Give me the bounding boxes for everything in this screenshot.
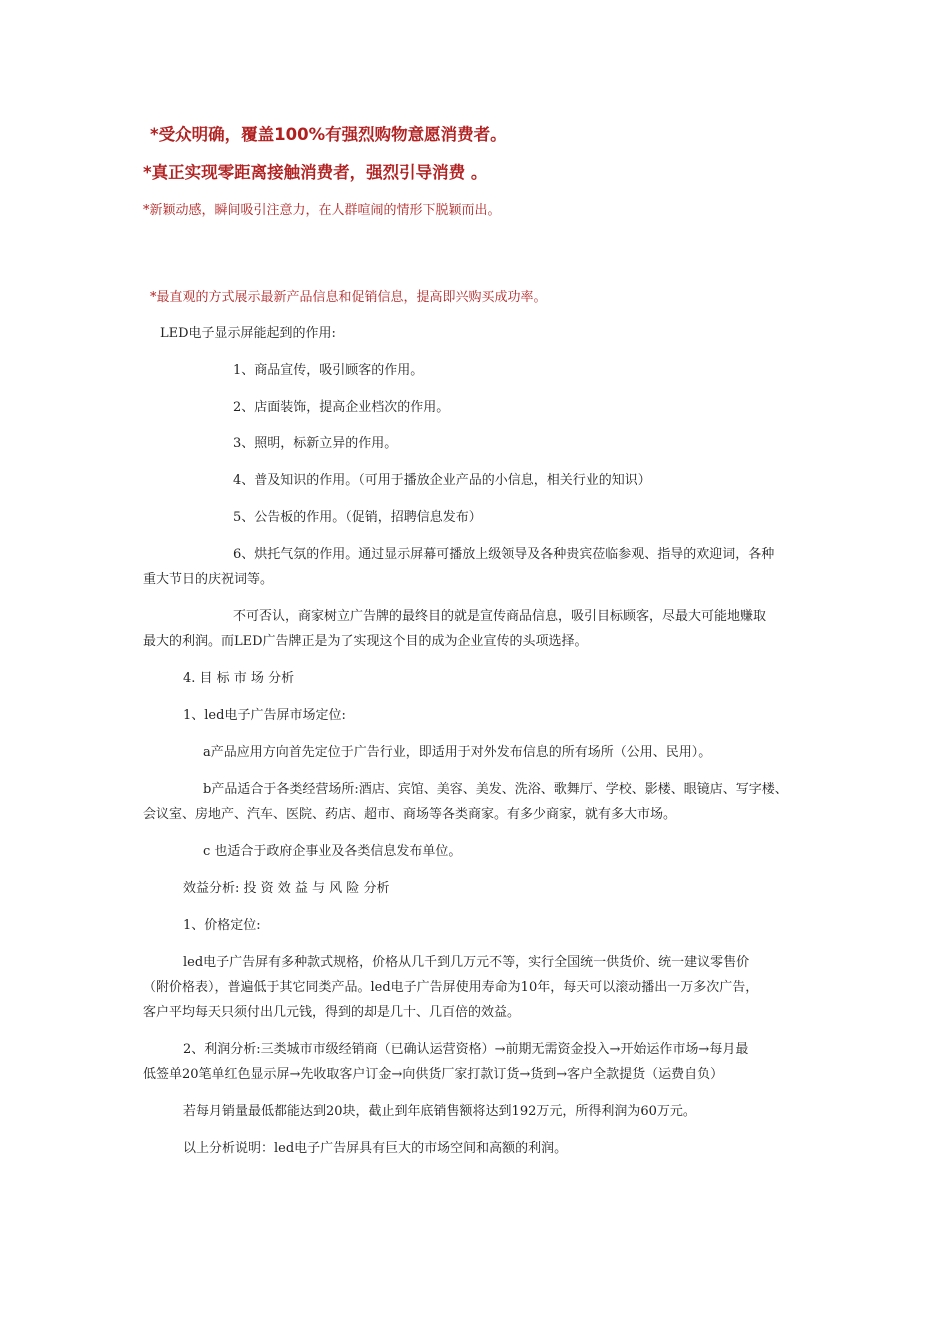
price-text-line1: led电子广告屏有多种款式规格，价格从几千到几万元不等，实行全国统一供货价、统一建议零售价: [183, 955, 750, 970]
function-item: 5、公告板的作用。（促销，招聘信息发布）: [233, 510, 482, 525]
function-item-6-line1: 6、烘托气氛的作用。通过显示屏幕可播放上级领导及各种贵宾莅临参观、指导的欢迎词，各种: [233, 547, 775, 562]
market-item-b-line1: b产品适合于各类经营场所:酒店、宾馆、美容、美发、洗浴、歌舞厅、学校、影楼、眼镜店、写字楼、: [203, 782, 788, 797]
highlight-contact: *真正实现零距离接触消费者，强烈引导消费 。: [143, 163, 488, 182]
conclusion-text: 以上分析说明：led电子广告屏具有巨大的市场空间和高额的利润。: [183, 1141, 568, 1156]
function-item: 3、照明，标新立异的作用。: [233, 436, 398, 451]
highlight-audience: *受众明确，覆盖100%有强烈购物意愿消费者。: [150, 125, 507, 144]
market-item-b-line2: 会议室、房地产、汽车、医院、药店、超市、商场等各类商家。有多少商家，就有多大市场。: [143, 807, 677, 822]
benefit-title: 效益分析: 投 资 效 益 与 风 险 分析: [183, 881, 390, 896]
summary-line2: 最大的利润。而LED广告牌正是为了实现这个目的成为企业宣传的头项选择。: [143, 634, 588, 649]
market-positioning-heading: 1、led电子广告屏市场定位:: [183, 708, 346, 723]
market-item-c: c 也适合于政府企事业及各类信息发布单位。: [203, 844, 462, 859]
highlight-dynamic: *新颖动感，瞬间吸引注意力，在人群喧闹的情形下脱颖而出。: [143, 203, 501, 218]
profit-text-line1: 2、利润分析:三类城市市级经销商（已确认运营资格）→前期无需资金投入→开始运作市场→每月最: [183, 1042, 749, 1057]
function-item: 1、商品宣传，吸引顾客的作用。: [233, 363, 424, 378]
function-item: 4、普及知识的作用。（可用于播放企业产品的小信息，相关行业的知识）: [233, 473, 651, 488]
highlight-promotion: *最直观的方式展示最新产品信息和促销信息，提高即兴购买成功率。: [150, 290, 547, 305]
function-item: 2、店面装饰，提高企业档次的作用。: [233, 400, 450, 415]
function-item-6-line2: 重大节日的庆祝词等。: [143, 572, 274, 587]
price-text-line3: 客户平均每天只须付出几元钱，得到的却是几十、几百倍的效益。: [143, 1005, 521, 1020]
price-heading: 1、价格定位:: [183, 918, 261, 933]
functions-heading: LED电子显示屏能起到的作用:: [160, 326, 336, 341]
market-item-a: a产品应用方向首先定位于广告行业，即适用于对外发布信息的所有场所（公用、民用）。: [203, 745, 712, 760]
price-text-line2: （附价格表），普遍低于其它同类产品。led电子广告屏使用寿命为10年，每天可以滚动播出一万多次广告，: [143, 980, 759, 995]
summary-line1: 不可否认，商家树立广告牌的最终目的就是宣传商品信息，吸引目标顾客，尽最大可能地赚取: [233, 609, 767, 624]
profit-text-line2: 低签单20笔单红色显示屏→先收取客户订金→向供货厂家打款订货→货到→客户全款提货（运费自负）: [143, 1067, 724, 1082]
forecast-text: 若每月销量最低都能达到20块，截止到年底销售额将达到192万元，所得利润为60万元。: [183, 1104, 696, 1119]
market-title: 4. 目 标 市 场 分析: [183, 671, 295, 686]
